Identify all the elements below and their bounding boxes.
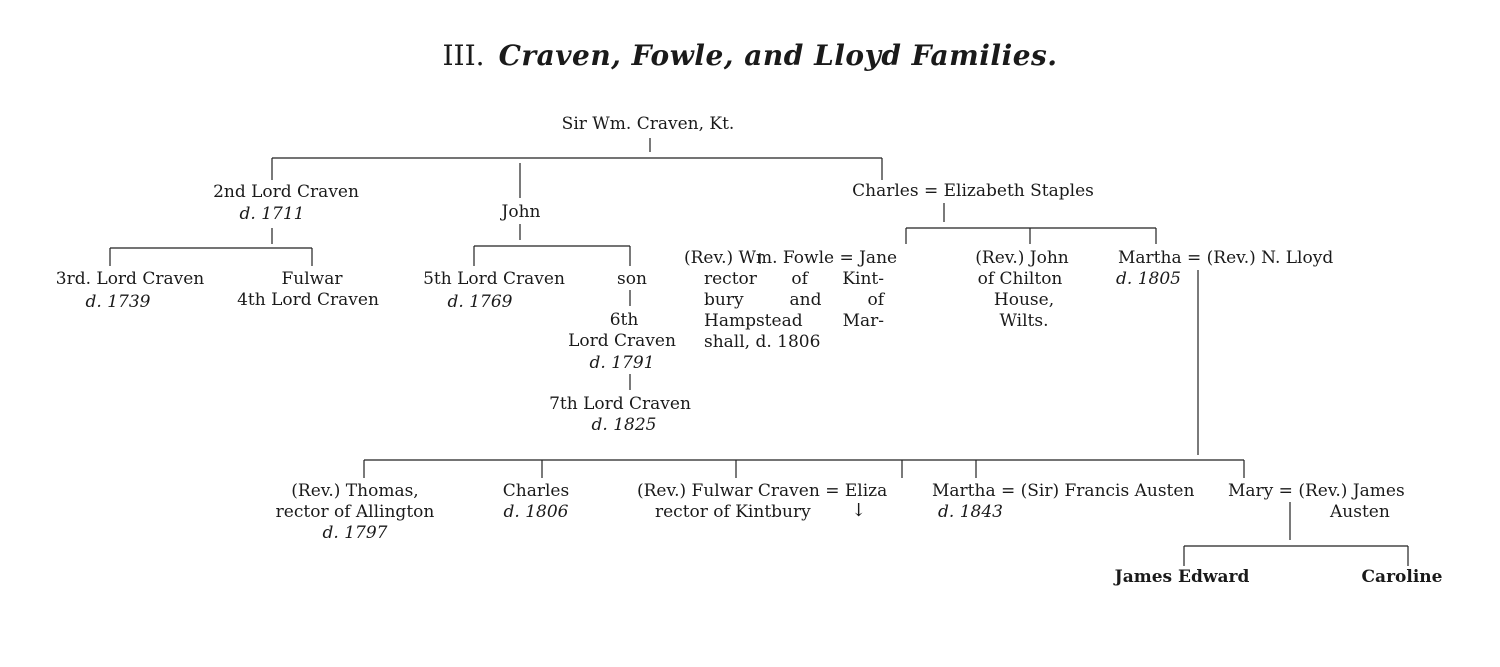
person-wm-fowle-line4: Hampstead Mar-: [704, 311, 884, 331]
person-5th-lord-craven-date: d. 1769: [447, 292, 513, 312]
page-title: [442, 38, 1057, 74]
person-james-edward: James Edward: [1114, 567, 1250, 587]
person-6th-lord-craven: 6th: [609, 310, 639, 330]
person-charles-elizabeth-staples: Charles = Elizabeth Staples: [852, 181, 1094, 201]
person-charles-lloyd-date: d. 1806: [503, 502, 569, 522]
person-john-of-chilton-line3: House,: [993, 290, 1055, 310]
person-sir-wm-craven: Sir Wm. Craven, Kt.: [561, 114, 735, 134]
person-john-of-chilton-line2: of Chilton: [977, 269, 1063, 289]
person-caroline: Caroline: [1361, 567, 1443, 587]
person-thomas-line2: rector of Allington: [275, 502, 435, 522]
person-5th-lord-craven: 5th Lord Craven: [423, 269, 565, 289]
person-thomas-date: d. 1797: [322, 523, 388, 543]
person-martha-francis-austen-date: d. 1843: [938, 502, 1003, 522]
person-3rd-lord-craven-date: d. 1739: [85, 292, 151, 312]
person-2nd-lord-craven: 2nd Lord Craven: [213, 182, 359, 202]
person-john: John: [501, 202, 541, 222]
person-mary-james-austen-line2: Austen: [1330, 502, 1390, 522]
person-thomas: (Rev.) Thomas,: [291, 481, 419, 501]
person-4th-lord-craven: 4th Lord Craven: [237, 290, 379, 310]
person-john-of-chilton: (Rev.) John: [975, 248, 1069, 268]
person-wm-fowle-line3: bury and of: [704, 290, 884, 310]
person-charles-lloyd: Charles: [502, 481, 570, 501]
person-fulwar: Fulwar: [281, 269, 343, 289]
person-fulwar-craven-fowle-line2: rector of Kintbury: [655, 502, 811, 522]
person-martha-lloyd-date: d. 1805: [1116, 269, 1181, 289]
title-numeral: III.: [442, 39, 485, 72]
title-text: Craven, Fowle, and Lloyd Families.: [498, 39, 1058, 72]
person-mary-james-austen: Mary = (Rev.) James: [1228, 481, 1405, 501]
person-2nd-lord-craven-date: d. 1711: [239, 204, 305, 224]
person-john-of-chilton-line4: Wilts.: [999, 311, 1049, 331]
person-fulwar-craven-fowle: (Rev.) Fulwar Craven = Eliza: [637, 481, 888, 501]
person-wm-fowle-line5: shall, d. 1806: [704, 332, 821, 352]
person-wm-fowle: (Rev.) Wm. Fowle = Jane: [684, 248, 898, 268]
person-martha-francis-austen: Martha = (Sir) Francis Austen: [932, 481, 1195, 501]
person-3rd-lord-craven: 3rd. Lord Craven: [55, 269, 205, 289]
person-6th-lord-craven-date: d. 1791: [589, 353, 655, 373]
person-7th-lord-craven: 7th Lord Craven: [549, 394, 691, 414]
person-7th-lord-craven-date: d. 1825: [591, 415, 657, 435]
person-6th-lord-craven-title: Lord Craven: [568, 331, 676, 351]
person-son: son: [617, 269, 647, 289]
person-wm-fowle-line2: rector of Kint-: [704, 269, 884, 289]
person-martha-lloyd: Martha = (Rev.) N. Lloyd: [1118, 248, 1334, 268]
descent-continues-arrow-icon: ↓: [851, 500, 867, 521]
